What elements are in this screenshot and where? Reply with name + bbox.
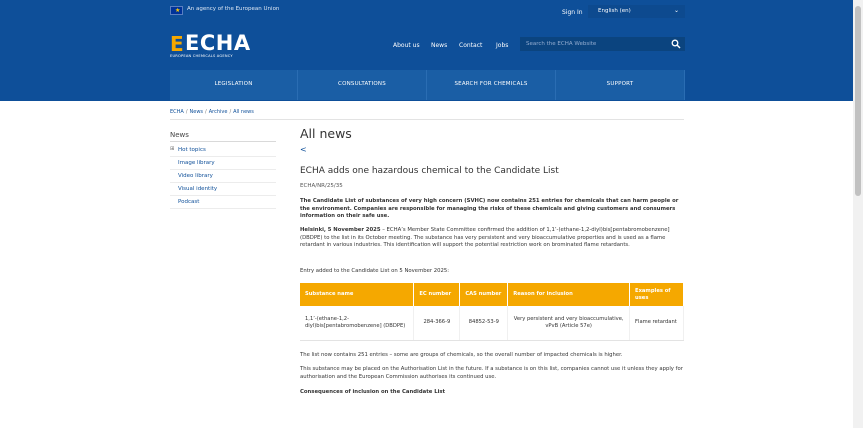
breadcrumb-echa[interactable]: ECHA bbox=[170, 109, 184, 115]
eu-agency-link[interactable]: An agency of the European Union bbox=[187, 6, 280, 12]
column-header: Reason for inclusion bbox=[508, 283, 630, 306]
search-input[interactable] bbox=[520, 37, 660, 51]
article-paragraph bbox=[300, 227, 684, 250]
scrollbar-thumb[interactable] bbox=[855, 6, 861, 196]
logo-subtitle: EUROPEAN CHEMICALS AGENCY bbox=[170, 54, 233, 58]
topnav-contact[interactable]: Contact bbox=[459, 42, 483, 49]
language-select[interactable] bbox=[588, 5, 685, 18]
language-label: English (en) bbox=[598, 8, 631, 14]
logo-wordmark: ECHA bbox=[185, 31, 251, 55]
breadcrumb-news[interactable]: News bbox=[189, 109, 204, 115]
table-row bbox=[300, 306, 684, 340]
candidate-list-table bbox=[300, 283, 684, 341]
sidebar-item-image-library[interactable] bbox=[170, 157, 276, 170]
mainnav-label: CONSULTATIONS bbox=[338, 81, 386, 87]
article-paragraph: The list now contains 251 entries – some are groups of chemicals, so the overall number of impacted chemicals is higher. bbox=[300, 352, 623, 358]
cas-number-cell: 84852-53-9 bbox=[460, 306, 508, 340]
site-search bbox=[520, 37, 685, 51]
sidebar-item-label: Visual identity bbox=[178, 186, 218, 192]
topnav-about-us[interactable]: About us bbox=[393, 42, 420, 49]
entry-intro: Entry added to the Candidate List on 5 November 2025: bbox=[300, 268, 449, 274]
sidebar-item-video-library[interactable] bbox=[170, 170, 276, 183]
eu-flag-icon: ★ bbox=[170, 6, 183, 15]
article-paragraph: This substance may be placed on the Authorisation List in the future. If a substance is on this list, companies cannot use it unless they apply for authorisation and the European Commission authorises its continued use. bbox=[300, 366, 683, 380]
reason-cell: Very persistent and very bioaccumulative, vPvB (Article 57e) bbox=[508, 306, 630, 340]
logo-mark: E bbox=[170, 32, 184, 56]
table-header-row bbox=[300, 283, 684, 306]
echa-logo[interactable] bbox=[170, 33, 260, 59]
press-release-reference: ECHA/NR/25/35 bbox=[300, 183, 343, 189]
sidebar-item-podcast[interactable] bbox=[170, 196, 276, 209]
divider bbox=[170, 119, 684, 120]
paragraph-text: – ECHA’s Member State Committee confirmed the addition of 1,1’-(ethane-1,2-diyl)bis[pentabromobenzene] (DBDPE) to the list in its October meeting. The substance has very persistent and very bioaccumulative properties and is used as a flame retardant in various industries. This identification will support the potential restriction work on brominated flame retardants. bbox=[300, 227, 670, 249]
topnav-news[interactable]: News bbox=[431, 42, 448, 49]
ec-number-cell: 284-366-9 bbox=[414, 306, 460, 340]
article-subheading: Consequences of inclusion on the Candidate List bbox=[300, 389, 446, 395]
sidebar-item-hot-topics[interactable] bbox=[170, 144, 276, 157]
eu-topbar bbox=[0, 0, 853, 22]
mainnav-consultations[interactable] bbox=[298, 70, 427, 100]
topnav-jobs[interactable]: Jobs bbox=[496, 42, 509, 49]
breadcrumb-separator: / bbox=[185, 109, 188, 115]
expand-icon[interactable]: ⊞ bbox=[170, 146, 175, 152]
page-title: All news bbox=[300, 126, 352, 141]
mainnav-label: SEARCH FOR CHEMICALS bbox=[454, 81, 528, 87]
chevron-down-icon: ⌄ bbox=[673, 7, 679, 14]
mainnav-legislation[interactable] bbox=[170, 70, 298, 100]
search-icon[interactable] bbox=[671, 39, 681, 49]
sidebar-item-label: Video library bbox=[178, 173, 213, 179]
sidebar-item-label: Podcast bbox=[178, 199, 200, 205]
uses-cell: Flame retardant bbox=[630, 306, 684, 340]
column-header: Examples of uses bbox=[630, 283, 684, 306]
page-scrollbar[interactable] bbox=[853, 0, 863, 428]
article-title: ECHA adds one hazardous chemical to the Candidate List bbox=[300, 166, 559, 176]
sidebar-item-visual-identity[interactable] bbox=[170, 183, 276, 196]
mainnav-search-for-chemicals[interactable] bbox=[427, 70, 556, 100]
mainnav-label: SUPPORT bbox=[606, 81, 634, 87]
article-lead: The Candidate List of substances of very high concern (SVHC) now contains 251 entries for chemicals that can harm people or the environment. Companies are responsible for managing the risks of these chemicals and giving customers and consumers information on their safe use. bbox=[300, 198, 679, 220]
mainnav-support[interactable] bbox=[556, 70, 685, 100]
column-header: Substance name bbox=[300, 283, 414, 306]
sidebar-title: News bbox=[170, 131, 189, 139]
breadcrumb-separator: / bbox=[205, 109, 207, 115]
breadcrumb bbox=[170, 109, 254, 115]
breadcrumb-separator: / bbox=[229, 109, 232, 115]
sign-in-link[interactable]: Sign In bbox=[562, 9, 583, 16]
divider bbox=[170, 141, 276, 142]
breadcrumb-all-news[interactable]: All news bbox=[233, 109, 254, 115]
mainnav-label: LEGISLATION bbox=[214, 81, 253, 87]
dateline: Helsinki, 5 November 2025 bbox=[300, 227, 381, 233]
breadcrumb-archive[interactable]: Archive bbox=[208, 109, 228, 115]
column-header: CAS number bbox=[460, 283, 508, 306]
back-chevron-icon[interactable]: < bbox=[300, 145, 307, 154]
sidebar-item-label: Hot topics bbox=[178, 147, 206, 153]
site-header bbox=[0, 0, 853, 101]
column-header: EC number bbox=[414, 283, 460, 306]
sidebar-item-label: Image library bbox=[178, 160, 215, 166]
substance-name-cell: 1,1’-(ethane-1,2-diyl)bis[pentabromobenzene] (DBDPE) bbox=[300, 306, 414, 340]
